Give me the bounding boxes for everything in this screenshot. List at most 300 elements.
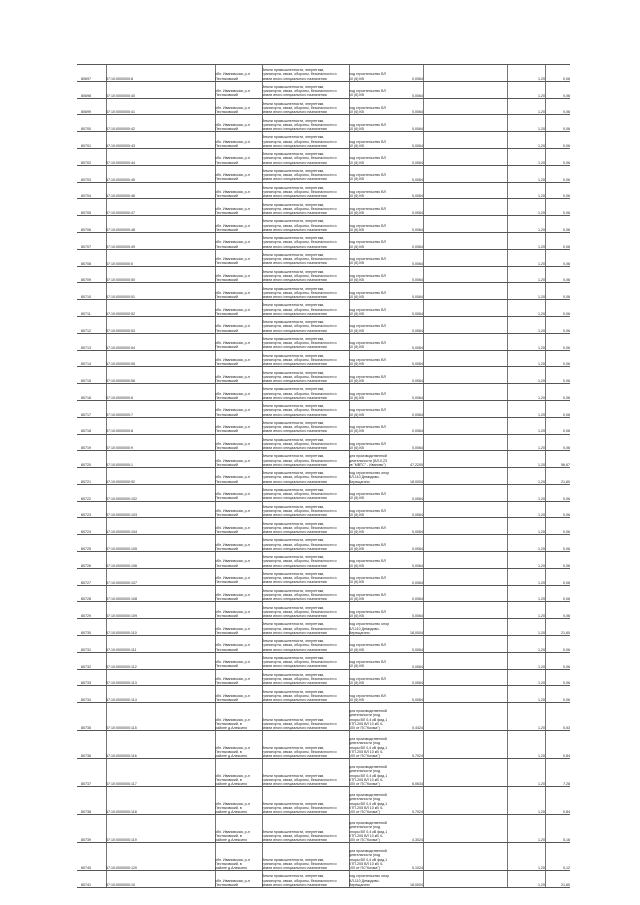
location: обл. Ивановская, р-н Пестяковский (215, 509, 250, 518)
cadastral-number: 57:10:0000000:8 (106, 429, 133, 434)
row-number: 80715 (81, 379, 91, 384)
column-divider (423, 703, 424, 731)
location: обл. Ивановская, р-н Пестяковский (215, 374, 250, 383)
column-divider (423, 183, 424, 200)
land-category: Земли промышленности, энергетики, транспорта, связи, обороны, безопасности и земли иного специального назначения (262, 572, 337, 585)
location: обл. Ивановская, р-н Пестяковский, в районе д.Алексино (215, 773, 250, 787)
location: обл. Ивановская, р-н Пестяковский, в районе д.Алексино (215, 801, 250, 815)
row-number: 80707 (81, 244, 91, 249)
sum-value: 0,84 (563, 754, 570, 759)
row-number: 80698 (81, 93, 91, 98)
table-row (77, 114, 570, 132)
cadastral-number: 57:10:0000000:114 (106, 698, 137, 703)
table-row (77, 417, 570, 435)
column-divider (423, 451, 424, 468)
cadastral-number: 57:10:0000000:120 (106, 866, 137, 871)
land-category: Земли промышленности, энергетики, транспорта, связи, обороны, безопасности и земли иного специального назначения (262, 504, 337, 518)
row-number: 80712 (81, 328, 91, 333)
table-row (77, 652, 570, 670)
sum-value: 0,06 (563, 345, 570, 350)
rate-value: 1,20 (538, 194, 545, 199)
sum-value: 0,06 (563, 93, 570, 98)
rate-value: 1,20 (538, 160, 545, 165)
sum-value: 0,06 (563, 395, 570, 400)
row-number: 80713 (81, 345, 91, 350)
sum-value: 0,06 (563, 244, 570, 249)
area-value: 0,0064 (412, 110, 423, 115)
rate-value: 1,20 (538, 211, 545, 216)
land-category: Земли промышленности, энергетики, транспорта, связи, обороны, безопасности и земли иного специального назначения (262, 185, 337, 199)
cadastral-number: 57:10:0000000:41 (106, 110, 135, 115)
area-value: 0,7024 (412, 810, 423, 815)
table-row (77, 685, 570, 703)
area-value: 0,0064 (412, 597, 423, 602)
table-row (77, 266, 570, 284)
location: обл. Ивановская, р-н Пестяковский (215, 525, 250, 535)
sum-value: 56,67 (561, 463, 570, 468)
cadastral-number: 57:10:0000000:105 (106, 547, 137, 552)
land-category: Земли промышленности, энергетики, транспорта, связи, обороны, безопасности и земли иного специального назначения (262, 420, 337, 434)
rate-value: 1,20 (538, 362, 545, 367)
table-row (77, 400, 570, 418)
area-value: 0,0064 (412, 227, 423, 232)
permitted-use: для производственной деятельности (под опоры ВЛ 0,4 кВ фид.1 КТП-205 ВЛ 10 кВ Ч- 100 от ПС"Кохма") (349, 765, 388, 787)
cadastral-number: 57:10:0000000:119 (106, 838, 137, 843)
cadastral-number: 57:10:0000000:50 (106, 278, 135, 283)
area-value: 0,0064 (412, 177, 423, 182)
table-row (77, 814, 570, 843)
sum-value: 0,06 (563, 547, 570, 552)
cadastral-number: 57:10:0000000:110 (106, 631, 137, 636)
permitted-use: под строительство ВЛ 10 (6) КВ (349, 492, 386, 501)
column-divider (423, 468, 424, 485)
land-category: Земли промышленности, энергетики, транспорта, связи, обороны, безопасности и земли иного специального назначения (262, 588, 337, 602)
row-number: 80723 (81, 513, 91, 518)
table-row (77, 484, 570, 502)
row-number: 80733 (81, 681, 91, 686)
table-row (77, 434, 570, 452)
location: обл. Ивановская, р-н Пестяковский (215, 156, 250, 165)
table-row (77, 551, 570, 569)
table-row (77, 215, 570, 233)
location: обл. Ивановская, р-н Пестяковский (215, 576, 250, 585)
column-divider (423, 283, 424, 300)
rate-value: 1,20 (538, 631, 545, 636)
cadastral-number: 57:10:0000000:113 (106, 681, 137, 686)
row-number: 80710 (81, 295, 91, 300)
land-category: Земли промышленности, энергетики, транспорта, связи, обороны, безопасности и земли иного специального назначения (262, 118, 337, 131)
land-category: Земли промышленности, энергетики, транспорта, связи, обороны, безопасности и земли иного специального назначения (262, 454, 337, 467)
table-row (77, 81, 570, 99)
area-value: 18,0004 (410, 479, 423, 484)
permitted-use: под строительство опор ВЛ-110 Демидово- Верещагино (349, 874, 390, 887)
land-category: Земли промышленности, энергетики, транспорта, связи, обороны, безопасности и земли иного специального назначения (262, 320, 337, 333)
row-number: 80736 (81, 754, 91, 759)
area-value: 0,7024 (412, 754, 423, 759)
table-row (77, 333, 570, 351)
column-divider (423, 351, 424, 368)
permitted-use: под строительство ВЛ 10 (6) КВ (349, 105, 386, 115)
area-value: 0,0064 (412, 698, 423, 703)
column-divider (423, 367, 424, 384)
row-number: 80724 (81, 530, 91, 535)
row-number: 80722 (81, 496, 91, 501)
cadastral-number: 57:10:0000000:46 (106, 194, 135, 199)
area-value: 18,0004 (410, 882, 423, 887)
sum-value: 0,06 (563, 76, 570, 81)
rate-value: 1,20 (538, 698, 545, 703)
rate-value: 1,20 (538, 496, 545, 501)
area-value: 0,0064 (412, 160, 423, 165)
permitted-use: под строительство ВЛ 10 (6) КВ (349, 509, 386, 518)
location: обл. Ивановская, р-н Пестяковский (215, 475, 250, 484)
permitted-use: под строительство ВЛ 10 (6) КВ (349, 290, 386, 299)
row-number: 80719 (81, 446, 91, 451)
rate-value: 1,20 (538, 866, 545, 871)
area-value: 0,0064 (412, 244, 423, 249)
row-number: 80725 (81, 547, 91, 552)
table-row (77, 131, 570, 149)
land-category: Земли промышленности, энергетики, транспорта, связи, обороны, безопасности и земли иного специального назначения (262, 336, 337, 350)
rate-value: 1,20 (538, 754, 545, 759)
cadastral-number: 57:10:0000000:44 (106, 160, 135, 165)
sum-value: 0,06 (563, 681, 570, 686)
sum-value: 0,06 (563, 362, 570, 367)
permitted-use: для производственной деятельности (под опоры ВЛ 0,4 кВ фид.1 КТП-205 ВЛ 10 кВ Ч- 100 от ПС"Кохма") (349, 821, 388, 842)
permitted-use: под строительство ВЛ 10 (6) КВ (349, 139, 386, 148)
area-value: 0,1024 (412, 866, 423, 871)
location: обл. Ивановская, р-н Пестяковский (215, 223, 250, 232)
area-value: 0,0064 (412, 362, 423, 367)
table-row (77, 842, 570, 871)
rate-value: 1,20 (538, 597, 545, 602)
permitted-use: под строительство ВЛ 10 (6) КВ (349, 643, 386, 652)
row-number: 80708 (81, 261, 91, 266)
land-category: Земли промышленности, энергетики, транспорта, связи, обороны, безопасности и земли иного специального назначения (262, 605, 337, 619)
location: обл. Ивановская, р-н Пестяковский (215, 341, 250, 350)
row-number: 80700 (81, 127, 91, 132)
rate-value: 1,20 (538, 681, 545, 686)
column-divider (423, 619, 424, 636)
sum-value: 5,16 (563, 838, 570, 843)
sum-value: 21,60 (561, 479, 570, 484)
land-category: Земли промышленности, энергетики, транспорта, связи, обороны, безопасности и земли иного специального назначения (262, 488, 337, 501)
sum-value: 0,06 (563, 211, 570, 216)
location: обл. Ивановская, р-н Пестяковский (215, 425, 250, 434)
sum-value: 0,06 (563, 143, 570, 148)
area-value: 0,0064 (412, 395, 423, 400)
table-row (77, 350, 570, 368)
cadastral-number: 57:10:0000000:48 (106, 227, 135, 232)
column-divider (423, 686, 424, 703)
area-value: 0,0064 (412, 496, 423, 501)
column-divider (423, 731, 424, 759)
permitted-use: под строительство ВЛ 10 (6) КВ (349, 122, 386, 131)
permitted-use: для производственной деятельности (под опоры ВЛ 0,4 кВ фид.1 КТП-205 ВЛ 10 кВ Ч- 100 от ПС"Кохма") (349, 849, 388, 870)
area-value: 0,0064 (412, 127, 423, 132)
rate-value: 1,20 (538, 227, 545, 232)
rate-value: 1,20 (538, 261, 545, 266)
sum-value: 0,06 (563, 597, 570, 602)
column-divider (423, 485, 424, 502)
permitted-use: под строительство ВЛ 10 (6) КВ (349, 206, 386, 215)
cadastral-number: 57:10:0000000:9 (106, 446, 133, 451)
location: обл. Ивановская, р-н Пестяковский (215, 273, 250, 283)
table-row (77, 618, 570, 636)
permitted-use: под строительство ВЛ 10 (6) КВ (349, 391, 386, 400)
column-divider (423, 166, 424, 183)
area-value: 0,0064 (412, 547, 423, 552)
land-category: Земли промышленности, энергетики, транспорта, связи, обороны, безопасности и земли иного специального назначения (262, 437, 337, 451)
rate-value: 1,20 (538, 311, 545, 316)
cadastral-number: 57:10:0000000:42 (106, 127, 135, 132)
rate-value: 1,20 (538, 647, 545, 652)
cadastral-number: 57:10:0000000:47 (106, 211, 135, 216)
rate-value: 1,20 (538, 295, 545, 300)
land-category: Земли промышленности, энергетики, транспорта, связи, обороны, безопасности и земли иного специального назначения (262, 236, 337, 249)
rate-value: 1,20 (538, 838, 545, 843)
column-divider (423, 199, 424, 216)
area-value: 0,0064 (412, 76, 423, 81)
rate-value: 1,20 (538, 379, 545, 384)
permitted-use: под строительство ВЛ 10 (6) КВ (349, 357, 386, 367)
location: обл. Ивановская, р-н Пестяковский (215, 240, 250, 249)
cadastral-number: 57:10:0000000:43 (106, 143, 135, 148)
table-row (77, 64, 570, 82)
table-row (77, 182, 570, 200)
row-number: 80732 (81, 664, 91, 669)
row-number: 80730 (81, 631, 91, 636)
table-row (77, 758, 570, 787)
column-divider (423, 99, 424, 116)
rate-value: 1,20 (538, 614, 545, 619)
cadastral-number: 57:10:0000000:40 (106, 93, 135, 98)
permitted-use: под строительство ВЛ 10 (6) КВ (349, 89, 386, 98)
land-category: Земли промышленности, энергетики, транспорта, связи, обороны, безопасности и земли иного специального назначения (262, 152, 337, 165)
column-divider (423, 636, 424, 653)
land-category: Земли промышленности, энергетики, транспорта, связи, обороны, безопасности и земли иного специального назначения (262, 370, 337, 383)
area-value: 0,0064 (412, 261, 423, 266)
area-value: 0,0064 (412, 647, 423, 652)
cadastral-number: 57:10:0000000:54 (106, 345, 135, 350)
location: обл. Ивановская, р-н Пестяковский (215, 290, 250, 299)
location: обл. Ивановская, р-н Пестяковский (215, 626, 250, 635)
cadastral-number: 57:10:0000000:111 (106, 647, 137, 652)
table-row (77, 635, 570, 653)
land-category: Земли промышленности, энергетики, транспорта, связи, обороны, безопасности и земли иного специального назначения (262, 538, 337, 551)
table-row (77, 450, 570, 468)
location: обл. Ивановская, р-н Пестяковский (215, 609, 250, 619)
land-category: Земли промышленности, энергетики, транспорта, связи, обороны, безопасности и земли иного специального назначения (262, 874, 337, 887)
land-category: Земли промышленности, энергетики, транспорта, связи, обороны, безопасности и земли иного специального назначения (262, 689, 337, 703)
rate-value: 1,20 (538, 328, 545, 333)
land-category: Земли промышленности, энергетики, транспорта, связи, обороны, безопасности и земли иного специального назначения (262, 168, 337, 182)
area-value: 0,0064 (412, 328, 423, 333)
cadastral-number: 57:10:0000000:53 (106, 328, 135, 333)
cadastral-number: 57:10:0000000:103 (106, 513, 137, 518)
rate-value: 1,20 (538, 513, 545, 518)
row-number: 80709 (81, 278, 91, 283)
sum-value: 0,06 (563, 496, 570, 501)
rate-value: 1,20 (538, 664, 545, 669)
row-number: 80706 (81, 227, 91, 232)
area-value: 0,0064 (412, 295, 423, 300)
row-number: 80699 (81, 110, 91, 115)
location: обл. Ивановская, р-н Пестяковский (215, 878, 250, 887)
cadastral-number: 57:10:0000000:55 (106, 362, 135, 367)
sum-value: 21,60 (561, 631, 570, 636)
column-divider (423, 435, 424, 452)
cadastral-number: 57:10:0000000:108 (106, 597, 137, 602)
sum-value: 0,06 (563, 379, 570, 384)
land-category: Земли промышленности, энергетики, транспорта, связи, обороны, безопасности и земли иного специального назначения (262, 135, 337, 148)
sum-value: 0,06 (563, 160, 570, 165)
cadastral-number: 57:10:0000000:102 (106, 496, 137, 501)
column-divider (423, 300, 424, 317)
land-category: Земли промышленности, энергетики, транспорта, связи, обороны, безопасности и земли иного специального назначения (262, 521, 337, 535)
land-category: Земли промышленности, энергетики, транспорта, связи, обороны, безопасности и земли иного специального назначения (262, 219, 337, 232)
cadastral-number: 57:10:0000000:92 (106, 479, 135, 484)
column-divider (423, 535, 424, 552)
cadastral-number: 57:10:0000000:109 (106, 614, 137, 619)
sum-value: 0,53 (563, 726, 570, 731)
column-divider (423, 871, 424, 888)
column-divider (423, 132, 424, 149)
table-row (77, 198, 570, 216)
rate-value: 1,20 (538, 93, 545, 98)
permitted-use: под строительство ВЛ 10 (6) КВ (349, 173, 386, 182)
sum-value: 0,06 (563, 311, 570, 316)
area-value: 0,0064 (412, 580, 423, 585)
sum-value: 0,06 (563, 647, 570, 652)
table-row (77, 568, 570, 586)
rate-value: 1,20 (538, 580, 545, 585)
rate-value: 1,20 (538, 563, 545, 568)
table-bottom-border (77, 887, 570, 888)
row-number: 80721 (81, 479, 91, 484)
row-number: 80728 (81, 597, 91, 602)
column-divider (423, 602, 424, 619)
location: обл. Ивановская, р-н Пестяковский (215, 357, 250, 367)
land-category: Земли промышленности, энергетики, транспорта, связи, обороны, безопасности и земли иного специального назначения (262, 471, 337, 484)
permitted-use: под строительство ВЛ 10 (6) КВ (349, 240, 386, 249)
permitted-use: под строительство ВЛ 10 (6) КВ (349, 72, 386, 81)
sum-value: 0,06 (563, 698, 570, 703)
column-divider (423, 65, 424, 82)
permitted-use: под строительство ВЛ 10 (6) КВ (349, 525, 386, 535)
location: обл. Ивановская, р-н Пестяковский (215, 206, 250, 215)
row-number: 80720 (81, 463, 91, 468)
rate-value: 1,20 (538, 547, 545, 552)
row-number: 80704 (81, 194, 91, 199)
table-row (77, 702, 570, 731)
sum-value: 0,06 (563, 580, 570, 585)
land-category: Земли промышленности, энергетики, транспорта, связи, обороны, безопасности и земли иного специального назначения (262, 656, 337, 669)
column-divider (423, 586, 424, 603)
table-row (77, 517, 570, 535)
table-row (77, 601, 570, 619)
area-value: 0,0064 (412, 345, 423, 350)
row-number: 80714 (81, 362, 91, 367)
column-divider (423, 216, 424, 233)
cadastral-number: 57:10:0000000:115 (106, 726, 137, 731)
permitted-use: под строительство ВЛ 10 (6) КВ (349, 576, 386, 585)
land-category: Земли промышленности, энергетики, транспорта, связи, обороны, безопасности и земли иного специального назначения (262, 387, 337, 400)
rate-value: 1,20 (538, 810, 545, 815)
row-number: 80740 (81, 866, 91, 871)
location: обл. Ивановская, р-н Пестяковский, в районе д.Алексино (215, 717, 250, 731)
permitted-use: под строительство ВЛ 10 (6) КВ (349, 273, 386, 283)
table-row (77, 232, 570, 250)
sum-value: 0,06 (563, 194, 570, 199)
rate-value: 1,20 (538, 345, 545, 350)
rate-value: 1,20 (538, 244, 545, 249)
area-value: 18,0004 (410, 631, 423, 636)
land-category: Земли промышленности, энергетики, транспорта, связи, обороны, безопасности и земли иного специального назначения (262, 68, 337, 81)
rate-value: 1,20 (538, 446, 545, 451)
row-number: 80716 (81, 395, 91, 400)
area-value: 0,0064 (412, 412, 423, 417)
table-row (77, 383, 570, 401)
land-category: Земли промышленности, энергетики, транспорта, связи, обороны, безопасности и земли иного специального назначения (262, 286, 337, 299)
sum-value: 0,06 (563, 446, 570, 451)
table-row (77, 467, 570, 485)
row-number: 80703 (81, 177, 91, 182)
area-value: 0,0064 (412, 563, 423, 568)
rate-value: 1,20 (538, 143, 545, 148)
area-value: 0,0064 (412, 143, 423, 148)
column-divider (423, 787, 424, 815)
column-divider (423, 843, 424, 871)
location: обл. Ивановская, р-н Пестяковский (215, 257, 250, 266)
location: обл. Ивановская, р-н Пестяковский (215, 307, 250, 316)
row-number: 80727 (81, 580, 91, 585)
sum-value: 0,06 (563, 227, 570, 232)
land-category: Земли промышленности, энергетики, транспорта, связи, обороны, безопасности и земли иного специального назначения (262, 252, 337, 266)
rate-value: 1,20 (538, 530, 545, 535)
sum-value: 0,06 (563, 412, 570, 417)
table-row (77, 148, 570, 166)
column-divider (423, 334, 424, 351)
cadastral-number: 57:10:0000000:49 (106, 244, 135, 249)
area-value: 0,0064 (412, 513, 423, 518)
area-value: 4,3024 (412, 838, 423, 843)
rate-value: 1,20 (538, 726, 545, 731)
area-value: 47,2200 (410, 463, 423, 468)
rate-value: 1,20 (538, 278, 545, 283)
permitted-use: под строительство ВЛ 10 (6) КВ (349, 425, 386, 434)
row-number: 80729 (81, 614, 91, 619)
permitted-use: под строительство ВЛ 10 (6) КВ (349, 542, 386, 551)
location: обл. Ивановская, р-н Пестяковский (215, 408, 250, 417)
permitted-use: под строительство опор ВЛ-110 Демидово- Верещагино (349, 471, 390, 484)
permitted-use: для производственной деятельности (под опоры ВЛ 0,4 кВ фид.1 КТП-205 ВЛ 10 кВ Ч- 100 от ПС"Кохма") (349, 709, 388, 731)
cadastral-number: 57:10:0000000:10 (106, 882, 135, 887)
area-value: 0,0064 (412, 614, 423, 619)
permitted-use: под строительство ВЛ 10 (6) КВ (349, 156, 386, 165)
column-divider (423, 552, 424, 569)
location: обл. Ивановская, р-н Пестяковский, в районе д.Алексино (215, 745, 250, 759)
sum-value: 0,06 (563, 328, 570, 333)
sum-value: 0,06 (563, 261, 570, 266)
column-divider (423, 267, 424, 284)
rate-value: 1,20 (538, 110, 545, 115)
location: обл. Ивановская, р-н Пестяковский (215, 693, 250, 703)
sum-value: 0,12 (563, 866, 570, 871)
row-number: 80705 (81, 211, 91, 216)
cadastral-number: 57:10:0000000:1 (106, 463, 133, 468)
land-category: Земли промышленности, энергетики, транспорта, связи, обороны, безопасности и земли иного специального назначения (262, 801, 337, 815)
